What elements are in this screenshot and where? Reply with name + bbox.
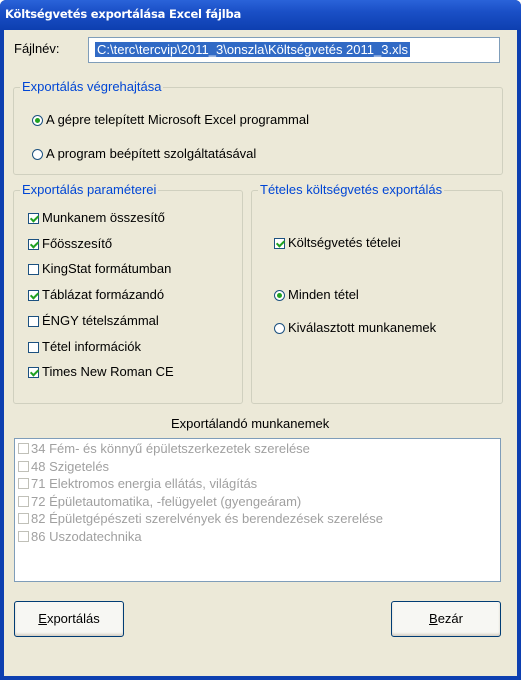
radio-button-builtin[interactable] (32, 149, 43, 160)
param-label: Tétel információk (42, 338, 141, 354)
itemized-export-title: Tételes költségvetés exportálás (260, 182, 443, 197)
worktype-list-item[interactable] (18, 441, 310, 456)
checkbox-items-box[interactable] (274, 238, 285, 249)
radio-button-selected[interactable] (274, 323, 285, 334)
worktype-checkbox[interactable] (18, 531, 29, 542)
worktype-label: 72 Épületautomatika, -felügyelet (gyengeáram) (31, 493, 302, 509)
dialog-client-area (4, 30, 517, 676)
close-button[interactable] (391, 601, 501, 637)
export-params-title: Exportálás paraméterei (22, 182, 157, 197)
worktype-list-item[interactable] (18, 529, 142, 544)
worktype-label: 34 Fém- és könnyű épületszerkezetek szerelése (31, 441, 310, 456)
param-checkbox[interactable] (28, 342, 39, 353)
param-checkbox[interactable] (28, 239, 39, 250)
worktype-list-item[interactable] (18, 459, 109, 474)
export-method-group (13, 79, 503, 175)
export-button-mnemonic: E (38, 611, 47, 626)
param-label: Times New Roman CE (42, 364, 174, 380)
radio-button-excel[interactable] (32, 115, 43, 126)
worktype-label: 86 Uszodatechnika (31, 528, 142, 544)
checkbox-items-label: Költségvetés tételei (288, 235, 401, 250)
worktype-label: 71 Elektromos energia ellátás, világítás (31, 476, 258, 491)
worktype-checkbox[interactable] (18, 496, 29, 507)
filename-value: C:\terc\tercvip\2011_3\onszla\Költségvetés 2011_3.xls (97, 42, 408, 57)
radio-all-label: Minden tétel (288, 287, 359, 302)
worktypes-heading: Exportálandó munkanemek (171, 416, 330, 431)
radio-button-all[interactable] (274, 290, 285, 301)
radio-selected-label: Kiválasztott munkanemek (288, 320, 437, 335)
close-button-mnemonic: B (429, 611, 438, 626)
title-bar[interactable] (0, 0, 521, 30)
param-checkbox[interactable] (28, 367, 39, 378)
worktype-label: 82 Épületgépészeti szerelvények és berendezések szerelése (31, 511, 383, 526)
param-checkbox[interactable] (28, 213, 39, 224)
param-checkbox[interactable] (28, 316, 39, 327)
filename-field[interactable] (88, 37, 500, 63)
worktype-checkbox[interactable] (18, 461, 29, 472)
export-button[interactable] (14, 601, 124, 637)
param-checkbox[interactable] (28, 290, 39, 301)
worktype-list-item[interactable] (18, 476, 257, 491)
close-button-label: ezár (437, 611, 463, 626)
worktype-label: 48 Szigetelés (31, 458, 110, 474)
window-frame-right (517, 30, 521, 680)
filename-label: Fájlnév: (14, 41, 60, 56)
worktypes-listbox[interactable] (14, 438, 501, 582)
worktype-checkbox[interactable] (18, 443, 29, 454)
param-label: Táblázat formázandó (42, 287, 165, 303)
param-label: ÉNGY tételszámmal (42, 312, 159, 328)
param-label: Főösszesítő (42, 235, 113, 251)
param-label: Munkanem összesítő (42, 210, 165, 225)
worktype-list-item[interactable] (18, 511, 383, 526)
window-title: Költségvetés exportálása Excel fájlba (5, 7, 242, 21)
worktype-checkbox[interactable] (18, 513, 29, 524)
export-method-title: Exportálás végrehajtása (22, 79, 162, 94)
param-checkbox[interactable] (28, 264, 39, 275)
export-button-label: xportálás (46, 611, 100, 626)
radio-excel-label: A gépre telepített Microsoft Excel programmal (46, 112, 310, 127)
worktype-list-item[interactable] (18, 494, 301, 509)
worktype-checkbox[interactable] (18, 478, 29, 489)
radio-builtin-label: A program beépített szolgáltatásával (46, 146, 257, 161)
param-label: KingStat formátumban (42, 261, 172, 277)
window-frame-bottom (0, 676, 521, 680)
